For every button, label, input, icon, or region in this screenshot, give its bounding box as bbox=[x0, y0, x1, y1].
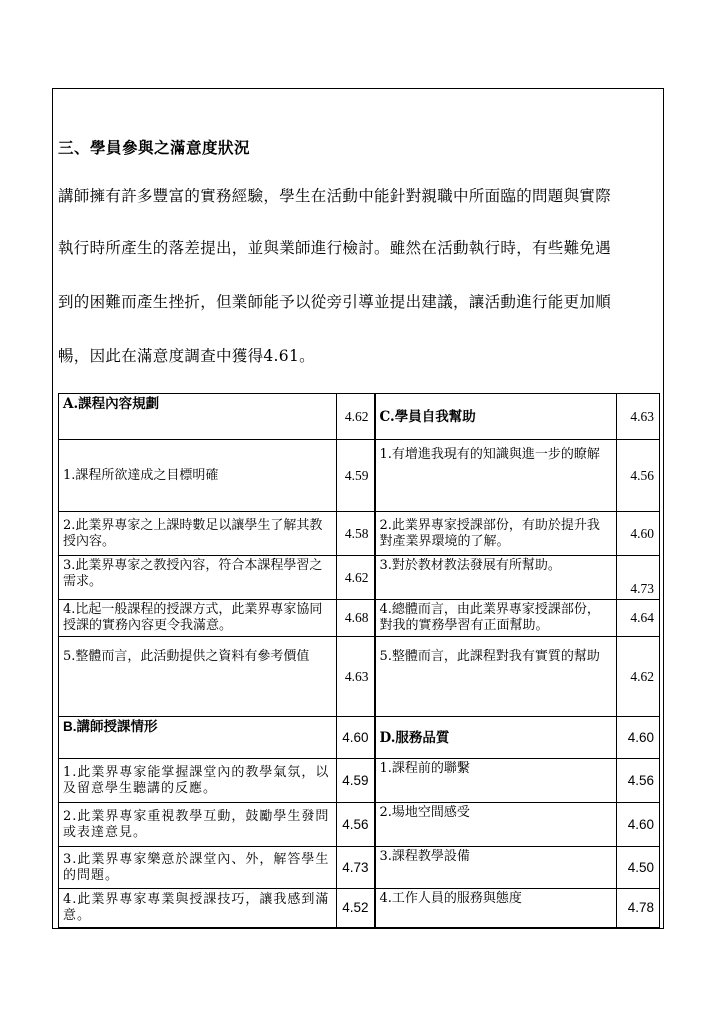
item-label: 1.課程所欲達成之目標明確 bbox=[59, 440, 337, 512]
paragraph-line: 到的困難而產生挫折，但業師能予以從旁引導並提出建議，讓活動進行能更加順 bbox=[58, 293, 612, 311]
score: 4.60 bbox=[617, 512, 660, 556]
table-row bbox=[59, 556, 660, 600]
item-label: 3.對於教材教法發展有所幫助。 bbox=[375, 556, 617, 600]
item-label: 3.此業界專家之教授內容，符合本課程學習之需求。 bbox=[59, 556, 337, 600]
item-label: 3.此業界專家樂意於課堂內、外，解答學生的問題。 bbox=[59, 847, 337, 889]
score: 4.60 bbox=[617, 803, 660, 847]
score: 4.62 bbox=[617, 637, 660, 717]
satisfaction-table bbox=[58, 393, 660, 928]
item-label: 4.此業界專家專業與授課技巧，讓我感到滿意。 bbox=[59, 889, 337, 928]
score: 4.73 bbox=[617, 556, 660, 600]
score: 4.56 bbox=[617, 759, 660, 803]
score: 4.62 bbox=[337, 394, 375, 440]
item-label: 4.比起一般課程的授課方式，此業界專家協同授課的實務內容更令我滿意。 bbox=[59, 600, 337, 637]
score: 4.64 bbox=[617, 600, 660, 637]
score: 4.50 bbox=[617, 847, 660, 889]
score: 4.59 bbox=[337, 440, 375, 512]
score: 4.56 bbox=[617, 440, 660, 512]
table-row bbox=[59, 759, 660, 803]
table-row bbox=[59, 440, 660, 512]
section-label-d: D.服務品質 bbox=[375, 717, 617, 759]
score: 4.63 bbox=[337, 637, 375, 717]
score: 4.62 bbox=[337, 556, 375, 600]
score: 4.60 bbox=[617, 717, 660, 759]
item-label: 4.總體而言，由此業界專家授課部份，對我的實務學習有正面幫助。 bbox=[375, 600, 617, 637]
paragraph-line: 暢，因此在滿意度調查中獲得4.61。 bbox=[58, 347, 315, 365]
score: 4.60 bbox=[337, 717, 375, 759]
score: 4.63 bbox=[617, 394, 660, 440]
item-label: 2.場地空間感受 bbox=[375, 803, 617, 847]
item-label: 1.有增進我現有的知識與進一步的瞭解 bbox=[375, 440, 617, 512]
table-row bbox=[59, 889, 660, 928]
table-row bbox=[59, 847, 660, 889]
table-row bbox=[59, 717, 660, 759]
score: 4.68 bbox=[337, 600, 375, 637]
item-label: 5.整體而言，此活動提供之資料有參考價值 bbox=[59, 637, 337, 717]
paragraph-line: 執行時所產生的落差提出，並與業師進行檢討。雖然在活動執行時，有些難免遇 bbox=[58, 239, 612, 257]
paragraph-line: 講師擁有許多豐富的實務經驗，學生在活動中能針對親職中所面臨的問題與實際 bbox=[58, 187, 612, 205]
item-label: 1.此業界專家能掌握課堂內的教學氣氛，以及留意學生聽講的反應。 bbox=[59, 759, 337, 803]
section-title: 三、學員參與之滿意度狀況 bbox=[58, 138, 251, 157]
score: 4.73 bbox=[337, 847, 375, 889]
score: 4.52 bbox=[337, 889, 375, 928]
score: 4.59 bbox=[337, 759, 375, 803]
section-label-b: B.講師授課情形 bbox=[59, 717, 337, 759]
section-label-c: C.學員自我幫助 bbox=[375, 394, 617, 440]
item-label: 3.課程教學設備 bbox=[375, 847, 617, 889]
section-label-a: A.課程內容規劃 bbox=[59, 394, 337, 440]
table-row bbox=[59, 600, 660, 637]
score: 4.56 bbox=[337, 803, 375, 847]
score: 4.58 bbox=[337, 512, 375, 556]
score: 4.78 bbox=[617, 889, 660, 928]
table-row bbox=[59, 512, 660, 556]
item-label: 2.此業界專家之上課時數足以讓學生了解其教授內容。 bbox=[59, 512, 337, 556]
table-row bbox=[59, 803, 660, 847]
item-label: 5.整體而言，此課程對我有實質的幫助 bbox=[375, 637, 617, 717]
item-label: 2.此業界專家授課部份，有助於提升我對產業界環境的了解。 bbox=[375, 512, 617, 556]
table-row bbox=[59, 637, 660, 717]
item-label: 1.課程前的聯繫 bbox=[375, 759, 617, 803]
item-label: 2.此業界專家重視教學互動，鼓勵學生發問或表達意見。 bbox=[59, 803, 337, 847]
item-label: 4.工作人員的服務與態度 bbox=[375, 889, 617, 928]
table-row bbox=[59, 394, 660, 440]
